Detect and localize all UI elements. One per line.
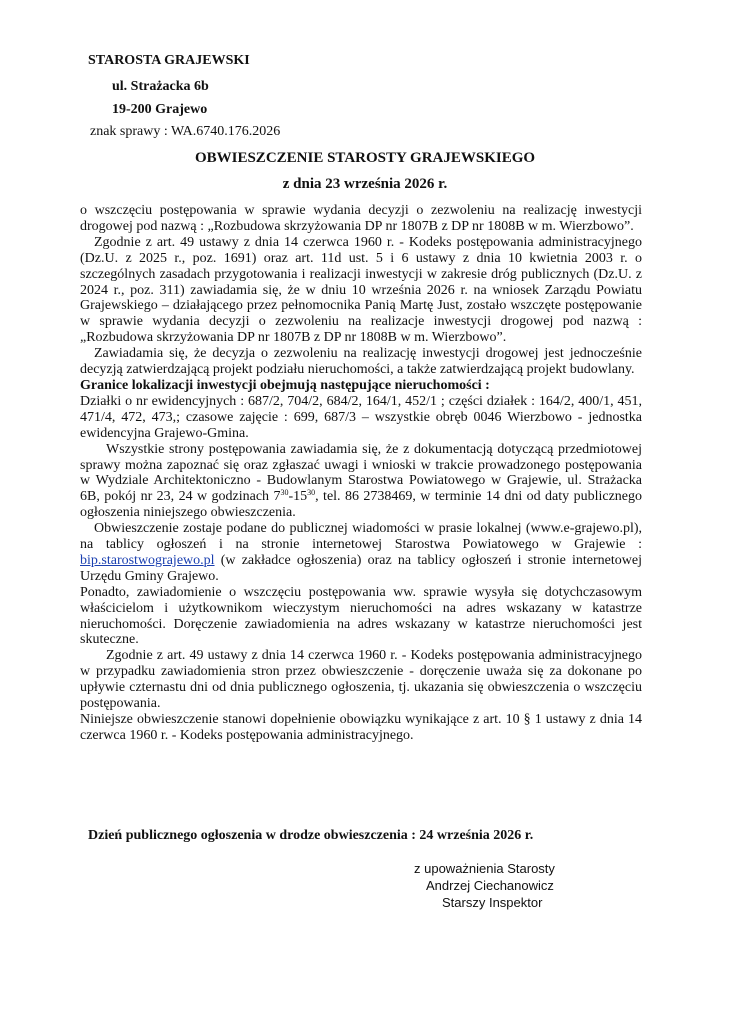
signature-position: Starszy Inspektor <box>442 895 543 910</box>
signature-block <box>414 860 574 911</box>
authority-city: 19-200 Grajewo <box>112 102 208 117</box>
obligation-paragraph: Niniejsze obwieszczenie stanowi dopełnienie obowiązku wynikające z art. 10 § 1 ustawy z dnia 14 czerwca 1960 r. - Kodeks postępowania administracyjnego. <box>80 712 642 743</box>
publication-paragraph <box>80 521 642 585</box>
hours-start-minutes: 30 <box>280 488 289 498</box>
signature-authorization: z upoważnienia Starosty <box>414 861 555 876</box>
announcement-date: Dzień publicznego ogłoszenia w drodze obwieszczenia : 24 września 2026 r. <box>88 828 534 843</box>
notification-paragraph: Ponadto, zawiadomienie o wszczęciu postępowania ww. sprawie wysyła się dotychczasowym właścicielom i użytkownikom wieczystym nieruchomości na adres wskazany w katastrze nieruchomości. Doręczenie zawiadomienia na adres wskazany w katastrze nieruchomości jest skuteczne. <box>80 584 642 648</box>
signature-name: Andrzej Ciechanowicz <box>426 878 554 893</box>
case-number: znak sprawy : WA.6740.176.2026 <box>90 124 281 139</box>
publication-text-b: (w zakładce ogłoszenia) oraz na tablicy ogłoszeń i stronie internetowej Urzędu Gminy Grajewo. <box>80 552 642 584</box>
delivery-paragraph: Zgodnie z art. 49 ustawy z dnia 14 czerwca 1960 r. - Kodeks postępowania administracyjnego w przypadku zawiadomienia stron przez obwieszczenie - doręczenie uważa się za dokonane po upływie czternastu dni od dnia publicznego ogłoszenia, tj. ukazania się obwieszczenia o wszczęciu postępowania. <box>80 648 642 712</box>
inspection-text: Wszystkie strony postępowania zawiadamia się, że z dokumentacją dotyczącą przedmiotowej sprawy można zapoznać się oraz zgłaszać uwagi i wnioski w trakcie prowadzonego postępowania w Wydziale Architektoniczno - Budowlanym Starostwa Powiatowego w Grajewie, ul. Strażacka 6B, pokój nr 23, 24 w godzinach 7 <box>80 441 642 505</box>
parcels-paragraph: Działki o nr ewidencyjnych : 687/2, 704/2, 684/2, 164/1, 452/1 ; części działek : 164/2, 400/1, 451, 471/4, 472, 473,; czasowe zajęcie : 699, 687/3 – wszystkie obręb 0046 Wierzbowo - jednostka ewidencyjna Grajewo-Gmina. <box>80 393 642 441</box>
bip-link[interactable]: bip.starostwograjewo.pl <box>80 552 215 568</box>
boundaries-heading: Granice lokalizacji inwestycji obejmują następujące nieruchomości : <box>80 377 490 393</box>
intro-paragraph: o wszczęciu postępowania w sprawie wydania decyzji o zezwoleniu na realizację inwestycji drogowej pod nazwą : „Rozbudowa skrzyżowania DP nr 1807B z DP nr 1808B w m. Wierzbowo”. <box>80 203 642 234</box>
hours-dash: -15 <box>288 489 308 505</box>
hours-end-minutes: 30 <box>307 488 316 498</box>
authority-street: ul. Strażacka 6b <box>112 79 209 94</box>
document-date: z dnia 23 września 2026 r. <box>282 176 448 192</box>
inspection-paragraph <box>80 442 642 522</box>
decision-paragraph: Zawiadamia się, że decyzja o zezwoleniu na realizację inwestycji drogowej jest jednocześnie decyzją zatwierdzającą projekt podziału nieruchomości, a także zatwierdzającą projekt budowlany. <box>80 346 642 378</box>
document-body <box>80 203 642 744</box>
document-title: OBWIESZCZENIE STAROSTY GRAJEWSKIEGO <box>194 150 536 166</box>
authority-name: STAROSTA GRAJEWSKI <box>88 53 250 68</box>
publication-text-a: Obwieszczenie zostaje podane do publicznej wiadomości w prasie lokalnej (www.e-grajewo.pl), na tablicy ogłoszeń i na stronie internetowej Starostwa Powiatowego w Grajewie : <box>80 521 642 553</box>
inspection-text-end: , tel. 86 2738469, w terminie 14 dni od daty publicznego ogłoszenia niniejszego obwieszczenia. <box>80 489 642 521</box>
legal-basis-paragraph: Zgodnie z art. 49 ustawy z dnia 14 czerwca 1960 r. - Kodeks postępowania administracyjnego (Dz.U. z 2025 r., poz. 1691) oraz art. 11d ust. 5 i 6 ustawy z dnia 10 kwietnia 2003 r. o szczególnych zasadach przygotowania i realizacji inwestycji w zakresie dróg publicznych (Dz.U. z 2024 r., poz. 311) zawiadamia się, że w dniu 10 września 2026 r. na wniosek Zarządu Powiatu Grajewskiego – działającego przez pełnomocnika Panią Martę Just, zostało wszczęte postępowanie w sprawie wydania decyzji o zezwoleniu na realizacje inwestycji drogowej pod nazwą : „Rozbudowa skrzyżowania DP nr 1807B z DP nr 1808B w m. Wierzbowo”. <box>80 234 642 346</box>
